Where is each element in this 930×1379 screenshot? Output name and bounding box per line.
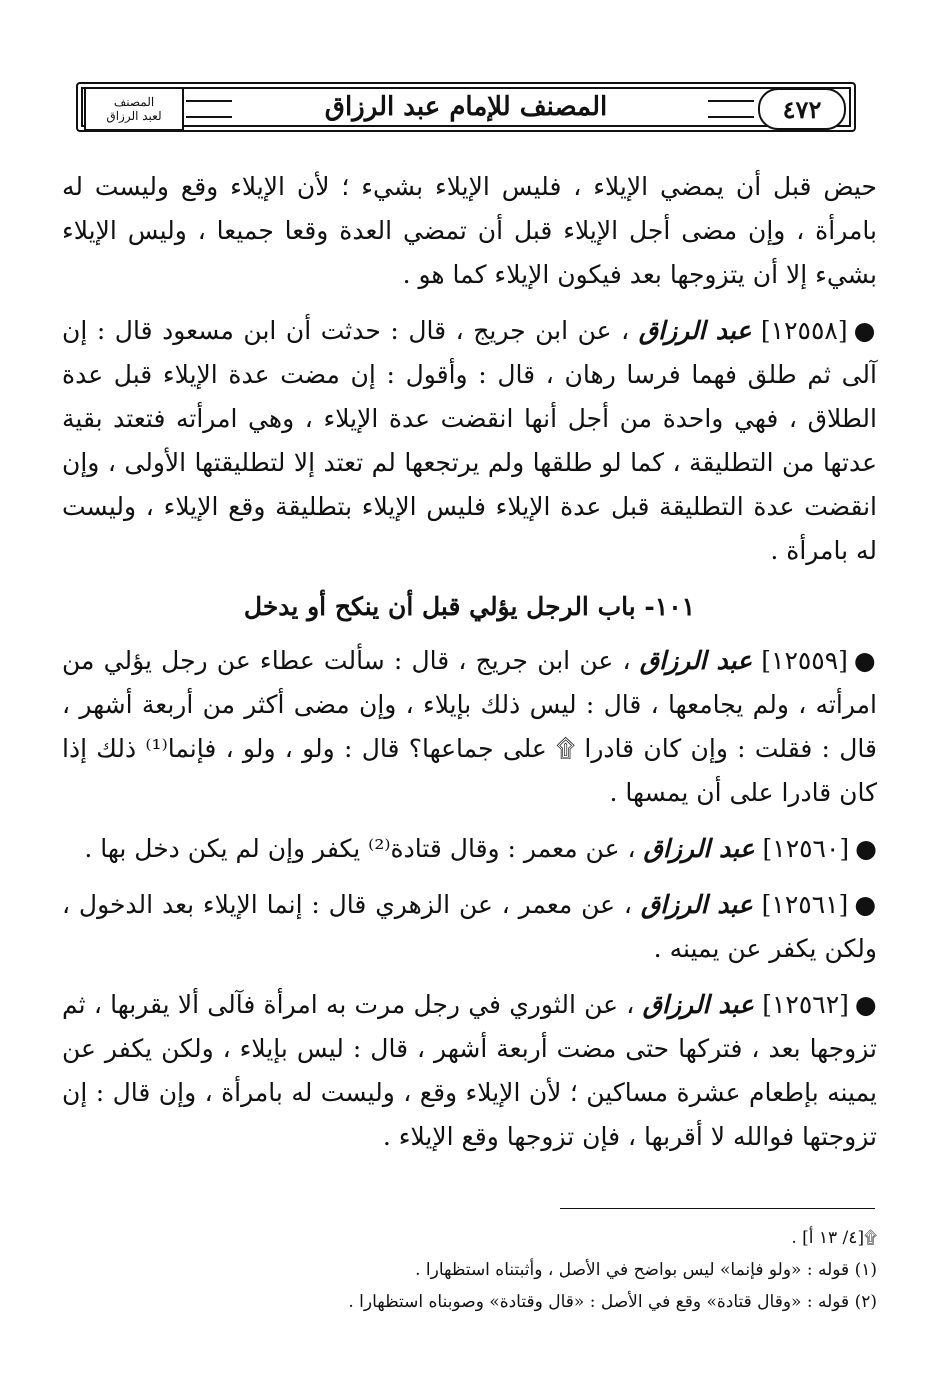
header-ornament-left [186,100,232,118]
hadith-12560 [62,827,877,871]
book-seal-logo [84,87,184,131]
hadith-ref-number: [١٢٥٥٨] [760,316,848,345]
seal-line-1: المصنف [113,95,155,109]
bullet-icon: ● [854,890,878,919]
seal-line-2: لعبد الرزاق [106,109,162,123]
hadith-ref-number: [١٢٥٦٠] [762,834,850,863]
header-ornament-right [708,100,754,118]
page-number: ٤٧٢ [758,88,846,130]
hadith-author: عبد الرزاق [638,316,752,345]
hadith-12558 [62,309,877,573]
footnotes [62,1222,877,1318]
footnote-1: (١) قوله : «ولو فإنما» ليس بواضح في الأصل ، وأثبتناه استظهارا . [415,1260,877,1280]
hadith-12561 [62,883,877,971]
bullet-icon: ● [853,316,877,345]
hadith-text: ، عن الثوري في رجل مرت به امرأة فآلى ألا يقربها ، ثم تزوجها بعد ، فتركها حتى مضت أربعة أشهر ، قال : ليس بإيلاء ، ولكن يكفر عن يمينه بإطعام عشرة مساكين ؛ لأن الإيلاء وقع ، وليست له بامرأة ، وإن قال : إن تزوجتها فوالله لا أقربها ، فإن تزوجها وقع الإيلاء . [62,990,877,1151]
hadith-author: عبد الرزاق [642,990,754,1019]
hadith-author: عبد الرزاق [643,834,755,863]
footnote-2: (٢) قوله : «وقال قتادة» وقع في الأصل : «قال وقتادة» وصوبناه استظهارا . [348,1292,877,1312]
footnote-divider [560,1208,875,1209]
hadith-12562 [62,983,877,1159]
hadith-text: ، عن ابن جريج ، قال : حدثت أن ابن مسعود قال : إن آلى ثم طلق فهما فرسا رهان ، قال : وأقول : إن مضت عدة الإيلاء قبل عدة الطلاق ، فهي واحدة من أجل أنها انقضت عدة الإيلاء ، وهي امرأته فتعتد بقية عدتها من التطليقة ، كما لو طلقها ولم يرتجعها لم تعتد إلا لتطليقتها الأولى ، وإن انقضت عدة التطليقة قبل عدة الإيلاء فليس الإيلاء بتطليقة وقع الإيلاء ، وليست له بامرأة . [62,316,877,565]
hadith-ref-number: [١٢٥٦١] [761,890,849,919]
manuscript-reference: ۩[٤/ ١٣ أ] . [791,1228,877,1248]
hadith-author: عبد الرزاق [639,646,753,675]
page-header [76,82,856,132]
bullet-icon: ● [855,834,877,863]
main-text [62,165,877,1171]
running-title: المصنف للإمام عبد الرزاق [324,92,608,122]
hadith-author: عبد الرزاق [640,890,753,919]
hadith-text: ، عن معمر ، عن الزهري قال : إنما الإيلاء بعد الدخول ، ولكن يكفر عن يمينه . [62,890,877,963]
hadith-ref-number: [١٢٥٥٩] [761,646,848,675]
continuation-paragraph: حيض قبل أن يمضي الإيلاء ، فليس الإيلاء بشيء ؛ لأن الإيلاء وقع وليست له بامرأة ، وإن مضى أجل الإيلاء قبل أن تمضي العدة وقعا جميعا ، وليس الإيلاء بشيء إلا أن يتزوجها بعد فيكون الإيلاء كما هو . [62,172,877,289]
chapter-heading: ١٠١- باب الرجل يؤلي قبل أن ينكح أو يدخل [243,592,696,621]
bullet-icon: ● [853,646,877,675]
hadith-text: ، عن معمر : وقال قتادة⁽²⁾ يكفر وإن لم يكن دخل بها . [84,834,636,863]
hadith-12559 [62,639,877,815]
bullet-icon: ● [854,990,877,1019]
hadith-ref-number: [١٢٥٦٢] [762,990,849,1019]
hadith-text: ، عن ابن جريج ، قال : سألت عطاء عن رجل يؤلي من امرأته ، ولم يجامعها ، قال : ليس ذلك بإيلاء ، وإن مضى أكثر من أربعة أشهر ، قال : فقلت : وإن كان قادرا ۩ على جماعها؟ قال : ولو ، ولو ، فإنما⁽¹⁾ ذلك إذا كان قادرا على أن يمسها . [62,646,877,807]
